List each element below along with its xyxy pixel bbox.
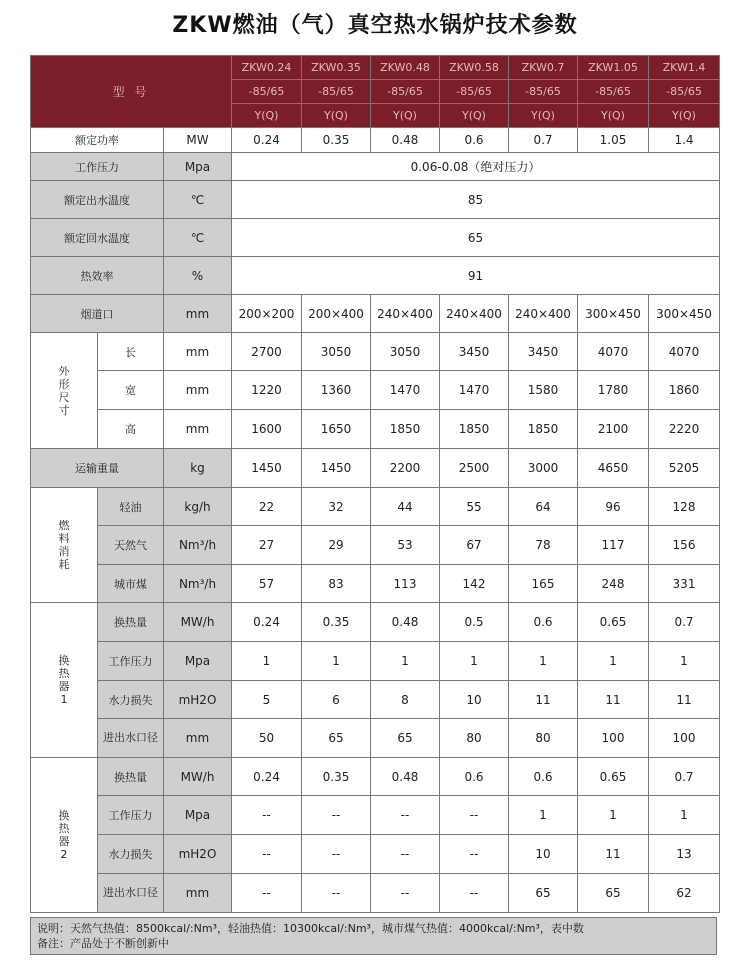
row-label: 宽 — [98, 371, 164, 410]
value-cell: -- — [232, 835, 302, 874]
row-label: 额定回水温度 — [31, 219, 164, 257]
value-cell: 1 — [649, 796, 720, 835]
table-row — [31, 835, 720, 874]
value-cell: 65 — [509, 874, 578, 913]
model-cell: -85/65 — [578, 80, 649, 104]
value-cell: 80 — [440, 719, 509, 758]
value-cell: -- — [232, 796, 302, 835]
model-cell: ZKW0.58 — [440, 56, 509, 80]
table-row — [31, 371, 720, 410]
value-cell: 4070 — [578, 333, 649, 371]
value-cell: 156 — [649, 526, 720, 565]
value-cell: 1 — [371, 642, 440, 681]
footnote — [30, 917, 717, 955]
value-cell: 1470 — [440, 371, 509, 410]
model-cell: ZKW1.05 — [578, 56, 649, 80]
value-cell: -- — [440, 835, 509, 874]
row-label: 城市煤 — [98, 565, 164, 603]
unit-cell: Nm³/h — [164, 526, 232, 565]
group-label-char: 热 — [58, 822, 70, 835]
value-cell: 50 — [232, 719, 302, 758]
value-cell: 6 — [302, 681, 371, 719]
row-label: 工作压力 — [98, 796, 164, 835]
value-cell: 0.48 — [371, 603, 440, 642]
unit-cell: MW/h — [164, 758, 232, 796]
model-cell: -85/65 — [509, 80, 578, 104]
group-label-char: 消 — [58, 545, 70, 558]
value-cell: 0.6 — [440, 758, 509, 796]
row-label: 运输重量 — [31, 449, 164, 488]
table-row — [31, 681, 720, 719]
value-cell: 80 — [509, 719, 578, 758]
row-label: 轻油 — [98, 488, 164, 526]
unit-cell: mm — [164, 333, 232, 371]
unit-cell: mH2O — [164, 835, 232, 874]
table-row — [31, 219, 720, 257]
value-cell: 11 — [578, 835, 649, 874]
value-cell: 1450 — [302, 449, 371, 488]
value-cell: 1850 — [440, 410, 509, 449]
value-cell: 96 — [578, 488, 649, 526]
value-cell: 300×450 — [649, 295, 720, 333]
group-label — [31, 603, 98, 758]
value-cell: 10 — [509, 835, 578, 874]
table-row — [31, 642, 720, 681]
row-label: 换热量 — [98, 758, 164, 796]
value-cell: 0.7 — [649, 603, 720, 642]
value-cell: 1.4 — [649, 128, 720, 153]
row-label: 烟道口 — [31, 295, 164, 333]
value-cell: 113 — [371, 565, 440, 603]
value-cell: 1860 — [649, 371, 720, 410]
value-cell: 0.06-0.08（绝对压力） — [232, 153, 720, 181]
value-cell: 1220 — [232, 371, 302, 410]
unit-cell: Mpa — [164, 153, 232, 181]
value-cell: 2200 — [371, 449, 440, 488]
model-cell: Y(Q) — [440, 104, 509, 128]
group-label-char: 1 — [60, 693, 68, 706]
value-cell: -- — [371, 796, 440, 835]
model-cell: ZKW1.4 — [649, 56, 720, 80]
value-cell: 0.65 — [578, 603, 649, 642]
unit-cell: % — [164, 257, 232, 295]
model-cell: ZKW0.48 — [371, 56, 440, 80]
value-cell: 2500 — [440, 449, 509, 488]
table-row — [31, 874, 720, 913]
value-cell: 0.35 — [302, 758, 371, 796]
group-label-char: 换 — [58, 809, 70, 822]
value-cell: 65 — [232, 219, 720, 257]
value-cell: 200×200 — [232, 295, 302, 333]
value-cell: 27 — [232, 526, 302, 565]
value-cell: 0.6 — [509, 758, 578, 796]
value-cell: 62 — [649, 874, 720, 913]
model-cell: ZKW0.7 — [509, 56, 578, 80]
value-cell: 5 — [232, 681, 302, 719]
value-cell: 2700 — [232, 333, 302, 371]
value-cell: 11 — [509, 681, 578, 719]
value-cell: 1450 — [232, 449, 302, 488]
value-cell: 1580 — [509, 371, 578, 410]
model-cell: -85/65 — [649, 80, 720, 104]
value-cell: 5205 — [649, 449, 720, 488]
group-label-char: 形 — [58, 377, 70, 391]
value-cell: 3450 — [509, 333, 578, 371]
group-label — [31, 488, 98, 603]
value-cell: 0.24 — [232, 128, 302, 153]
model-cell: Y(Q) — [649, 104, 720, 128]
table-row — [31, 603, 720, 642]
value-cell: 10 — [440, 681, 509, 719]
value-cell: 1 — [649, 642, 720, 681]
table-row — [31, 333, 720, 371]
value-cell: 1 — [232, 642, 302, 681]
value-cell: 100 — [649, 719, 720, 758]
value-cell: 3450 — [440, 333, 509, 371]
table-row — [31, 295, 720, 333]
unit-cell: Nm³/h — [164, 565, 232, 603]
row-label: 天然气 — [98, 526, 164, 565]
value-cell: 0.24 — [232, 758, 302, 796]
value-cell: -- — [232, 874, 302, 913]
value-cell: 4070 — [649, 333, 720, 371]
value-cell: 13 — [649, 835, 720, 874]
model-cell: Y(Q) — [232, 104, 302, 128]
group-label-char: 耗 — [58, 558, 70, 571]
value-cell: 331 — [649, 565, 720, 603]
value-cell: 57 — [232, 565, 302, 603]
model-label: 型 号 — [31, 56, 232, 128]
value-cell: 1 — [578, 796, 649, 835]
unit-cell: ℃ — [164, 181, 232, 219]
value-cell: 248 — [578, 565, 649, 603]
value-cell: 117 — [578, 526, 649, 565]
unit-cell: mm — [164, 719, 232, 758]
unit-cell: MW — [164, 128, 232, 153]
value-cell: 65 — [578, 874, 649, 913]
value-cell: 1470 — [371, 371, 440, 410]
model-cell: Y(Q) — [371, 104, 440, 128]
value-cell: 1 — [302, 642, 371, 681]
table-row — [31, 449, 720, 488]
value-cell: 240×400 — [509, 295, 578, 333]
table-row — [31, 565, 720, 603]
value-cell: 0.7 — [649, 758, 720, 796]
value-cell: 128 — [649, 488, 720, 526]
model-cell: ZKW0.24 — [232, 56, 302, 80]
value-cell: 0.65 — [578, 758, 649, 796]
value-cell: 1780 — [578, 371, 649, 410]
value-cell: 0.5 — [440, 603, 509, 642]
value-cell: 0.6 — [509, 603, 578, 642]
value-cell: 29 — [302, 526, 371, 565]
model-cell: -85/65 — [440, 80, 509, 104]
unit-cell: Mpa — [164, 642, 232, 681]
value-cell: 78 — [509, 526, 578, 565]
group-label — [31, 333, 98, 449]
row-label: 工作压力 — [31, 153, 164, 181]
value-cell: -- — [371, 874, 440, 913]
row-label: 热效率 — [31, 257, 164, 295]
value-cell: 67 — [440, 526, 509, 565]
unit-cell: mm — [164, 371, 232, 410]
value-cell: 1850 — [509, 410, 578, 449]
value-cell: 0.35 — [302, 603, 371, 642]
value-cell: 1650 — [302, 410, 371, 449]
spec-table — [30, 55, 720, 913]
row-label: 长 — [98, 333, 164, 371]
value-cell: 3050 — [371, 333, 440, 371]
group-label-char: 器 — [58, 680, 70, 693]
table-row — [31, 153, 720, 181]
unit-cell: kg — [164, 449, 232, 488]
group-label-char: 换 — [58, 654, 70, 667]
row-label: 水力损失 — [98, 835, 164, 874]
value-cell: 300×450 — [578, 295, 649, 333]
value-cell: 165 — [509, 565, 578, 603]
value-cell: 1850 — [371, 410, 440, 449]
value-cell: 0.24 — [232, 603, 302, 642]
unit-cell: mm — [164, 874, 232, 913]
value-cell: 65 — [302, 719, 371, 758]
table-row — [31, 181, 720, 219]
table-row — [31, 488, 720, 526]
value-cell: 8 — [371, 681, 440, 719]
table-row — [31, 410, 720, 449]
group-label-char: 热 — [58, 667, 70, 680]
value-cell: 22 — [232, 488, 302, 526]
value-cell: 200×400 — [302, 295, 371, 333]
group-label-char: 尺 — [58, 390, 70, 404]
group-label-char: 燃 — [58, 519, 70, 532]
group-label-char: 料 — [58, 532, 70, 545]
row-label: 水力损失 — [98, 681, 164, 719]
row-label: 工作压力 — [98, 642, 164, 681]
value-cell: -- — [302, 874, 371, 913]
group-label-char: 外 — [58, 364, 70, 378]
group-label — [31, 758, 98, 913]
group-label-char: 2 — [60, 848, 68, 861]
table-row — [31, 796, 720, 835]
value-cell: 2100 — [578, 410, 649, 449]
value-cell: 1360 — [302, 371, 371, 410]
value-cell: 1600 — [232, 410, 302, 449]
value-cell: 55 — [440, 488, 509, 526]
value-cell: -- — [302, 835, 371, 874]
value-cell: 83 — [302, 565, 371, 603]
value-cell: 64 — [509, 488, 578, 526]
page-title: ZKW燃油（气）真空热水锅炉技术参数 — [172, 13, 578, 38]
value-cell: 0.6 — [440, 128, 509, 153]
table-row — [31, 719, 720, 758]
value-cell: 2220 — [649, 410, 720, 449]
value-cell: 3050 — [302, 333, 371, 371]
value-cell: 3000 — [509, 449, 578, 488]
value-cell: 1 — [509, 796, 578, 835]
unit-cell: mH2O — [164, 681, 232, 719]
header-row — [31, 56, 720, 80]
group-label-char: 器 — [58, 835, 70, 848]
unit-cell: mm — [164, 410, 232, 449]
row-label: 额定出水温度 — [31, 181, 164, 219]
note-line-1: 说明：天然气热值：8500kcal/:Nm³，轻油热值：10300kcal/:Nm³，城市煤气热值：4000kcal/:Nm³，表中数 — [37, 922, 584, 935]
value-cell: 1 — [440, 642, 509, 681]
table-row — [31, 128, 720, 153]
value-cell: 44 — [371, 488, 440, 526]
value-cell: 4650 — [578, 449, 649, 488]
model-cell: Y(Q) — [509, 104, 578, 128]
value-cell: 91 — [232, 257, 720, 295]
unit-cell: Mpa — [164, 796, 232, 835]
model-cell: -85/65 — [371, 80, 440, 104]
row-label: 额定功率 — [31, 128, 164, 153]
value-cell: -- — [440, 796, 509, 835]
row-label: 高 — [98, 410, 164, 449]
row-label: 换热量 — [98, 603, 164, 642]
model-cell: -85/65 — [232, 80, 302, 104]
value-cell: 240×400 — [440, 295, 509, 333]
value-cell: 11 — [578, 681, 649, 719]
table-row — [31, 257, 720, 295]
value-cell: 85 — [232, 181, 720, 219]
note-line-2: 备注：产品处于不断创新中 — [37, 937, 169, 950]
table-row — [31, 758, 720, 796]
value-cell: 11 — [649, 681, 720, 719]
value-cell: 1 — [509, 642, 578, 681]
row-label: 进出水口径 — [98, 874, 164, 913]
unit-cell: kg/h — [164, 488, 232, 526]
value-cell: 240×400 — [371, 295, 440, 333]
value-cell: 100 — [578, 719, 649, 758]
model-cell: Y(Q) — [302, 104, 371, 128]
value-cell: -- — [371, 835, 440, 874]
unit-cell: MW/h — [164, 603, 232, 642]
value-cell: -- — [440, 874, 509, 913]
value-cell: -- — [302, 796, 371, 835]
unit-cell: ℃ — [164, 219, 232, 257]
value-cell: 1 — [578, 642, 649, 681]
value-cell: 0.48 — [371, 758, 440, 796]
model-cell: ZKW0.35 — [302, 56, 371, 80]
value-cell: 0.48 — [371, 128, 440, 153]
value-cell: 142 — [440, 565, 509, 603]
model-cell: Y(Q) — [578, 104, 649, 128]
table-row — [31, 526, 720, 565]
group-label-char: 寸 — [58, 403, 70, 417]
value-cell: 32 — [302, 488, 371, 526]
unit-cell: mm — [164, 295, 232, 333]
row-label: 进出水口径 — [98, 719, 164, 758]
value-cell: 0.35 — [302, 128, 371, 153]
model-cell: -85/65 — [302, 80, 371, 104]
value-cell: 65 — [371, 719, 440, 758]
value-cell: 1.05 — [578, 128, 649, 153]
value-cell: 53 — [371, 526, 440, 565]
value-cell: 0.7 — [509, 128, 578, 153]
